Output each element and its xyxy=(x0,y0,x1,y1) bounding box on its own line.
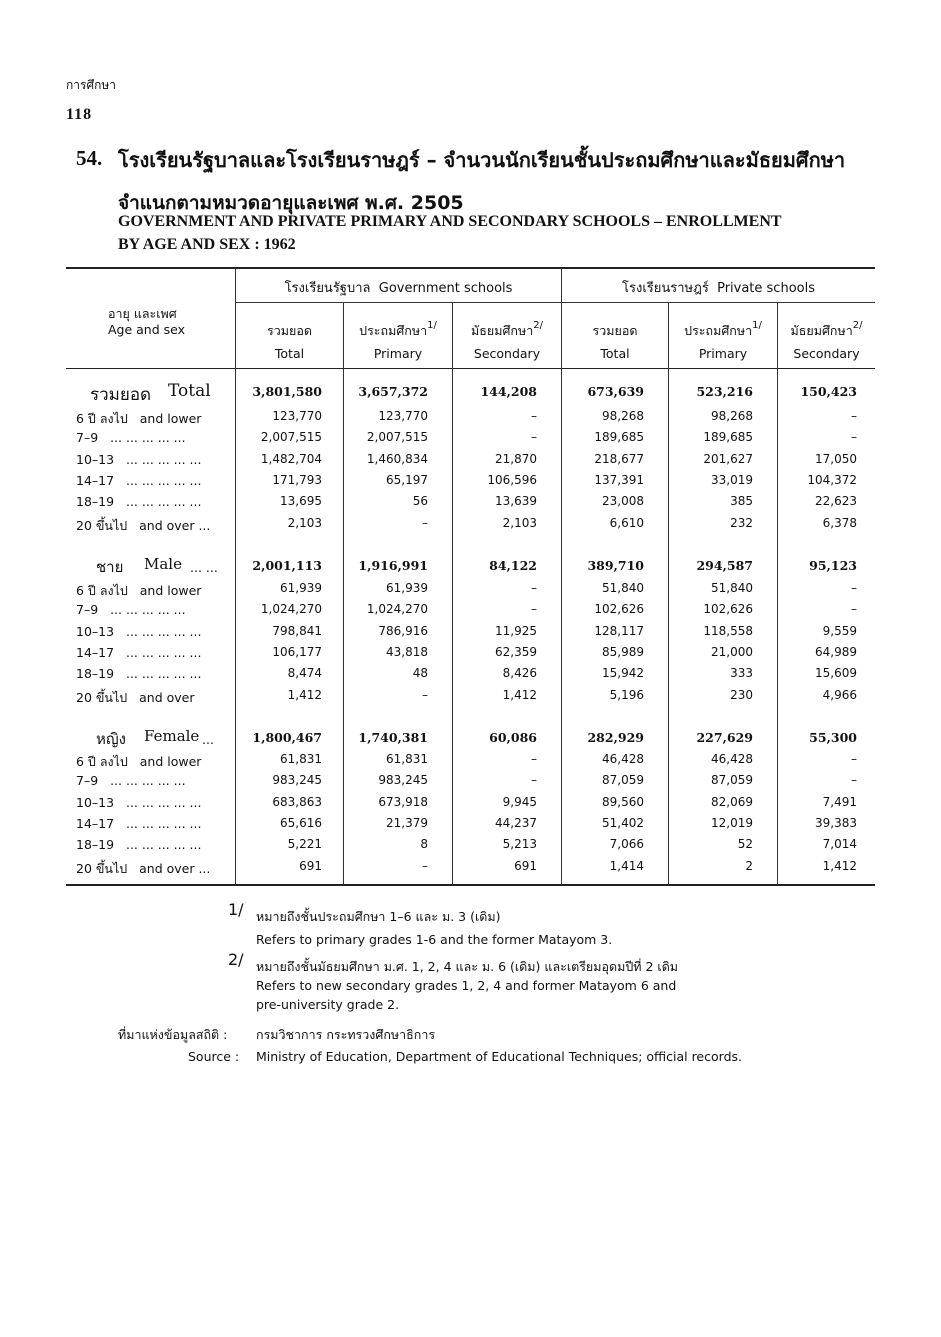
data-cell: 46,428 xyxy=(711,752,753,766)
data-cell: 21,379 xyxy=(386,816,428,830)
section-heading-dots: ... xyxy=(202,732,214,747)
column-header: รวมยอด Total xyxy=(592,323,638,361)
data-cell: – xyxy=(851,602,857,616)
title-english-line-1: GOVERNMENT AND PRIVATE PRIMARY AND SECONDARY SCHOOLS – ENROLLMENT xyxy=(118,213,782,230)
data-cell: – xyxy=(422,859,428,873)
data-cell: 6,378 xyxy=(822,516,857,530)
column-divider xyxy=(343,302,344,884)
row-label: 18–19 ... ... ... ... ... xyxy=(76,837,202,852)
data-cell: 2,007,515 xyxy=(366,430,428,444)
data-cell: – xyxy=(851,773,857,787)
data-cell: 102,626 xyxy=(594,602,644,616)
section-total-cell: 84,122 xyxy=(489,558,537,573)
data-cell: 62,359 xyxy=(495,645,537,659)
data-cell: 128,117 xyxy=(594,624,644,638)
data-cell: 9,945 xyxy=(502,795,537,809)
data-cell: 7,491 xyxy=(822,795,857,809)
data-cell: 104,372 xyxy=(807,473,857,487)
data-cell: 8 xyxy=(420,837,428,851)
data-cell: 39,383 xyxy=(815,816,857,830)
data-cell: 333 xyxy=(730,666,753,680)
data-cell: – xyxy=(531,602,537,616)
section-total-cell: 60,086 xyxy=(489,730,537,745)
data-cell: 7,014 xyxy=(822,837,857,851)
data-cell: 21,000 xyxy=(711,645,753,659)
data-cell: – xyxy=(531,430,537,444)
data-cell: 5,213 xyxy=(502,837,537,851)
data-cell: – xyxy=(851,409,857,423)
data-cell: 2 xyxy=(745,859,753,873)
section-total-cell: 282,929 xyxy=(587,730,644,745)
data-cell: 22,623 xyxy=(815,494,857,508)
row-label: 7–9 ... ... ... ... ... xyxy=(76,430,186,445)
row-label: 20 ขึ้นไป and over xyxy=(76,690,195,705)
data-cell: 1,024,270 xyxy=(260,602,322,616)
data-cell: 8,426 xyxy=(502,666,537,680)
stub-header-english: Age and sex xyxy=(108,322,186,337)
table-bottom-rule xyxy=(66,884,875,886)
footnote-2-english: Refers to new secondary grades 1, 2, 4 and former Matayom 6 and xyxy=(256,978,677,993)
row-label: 14–17 ... ... ... ... ... xyxy=(76,473,202,488)
data-cell: 7,066 xyxy=(609,837,644,851)
data-cell: 98,268 xyxy=(602,409,644,423)
row-label: 6 ปี ลงไป and lower xyxy=(76,411,202,426)
column-header: รวมยอด Total xyxy=(267,323,312,361)
data-cell: 15,609 xyxy=(815,666,857,680)
data-cell: 13,695 xyxy=(280,494,322,508)
row-label: 20 ขึ้นไป and over ... xyxy=(76,861,211,876)
section-heading-thai: หญิง xyxy=(96,730,126,748)
group-header-private: โรงเรียนราษฎร์ Private schools xyxy=(622,281,815,296)
data-cell: 1,414 xyxy=(609,859,644,873)
data-cell: 89,560 xyxy=(602,795,644,809)
section-total-cell: 3,801,580 xyxy=(252,384,322,399)
row-label: 14–17 ... ... ... ... ... xyxy=(76,816,202,831)
data-cell: 171,793 xyxy=(272,473,322,487)
group-header-government: โรงเรียนรัฐบาล Government schools xyxy=(284,281,513,296)
section-total-cell: 144,208 xyxy=(480,384,537,399)
data-cell: 44,237 xyxy=(495,816,537,830)
data-cell: 673,918 xyxy=(378,795,428,809)
data-cell: 683,863 xyxy=(272,795,322,809)
section-total-cell: 95,123 xyxy=(809,558,857,573)
section-total-cell: 389,710 xyxy=(587,558,644,573)
data-cell: 983,245 xyxy=(272,773,322,787)
data-cell: 61,831 xyxy=(386,752,428,766)
section-heading-dots: ... ... xyxy=(190,560,218,575)
data-cell: 98,268 xyxy=(711,409,753,423)
data-cell: 106,177 xyxy=(272,645,322,659)
title-thai-line-1: โรงเรียนรัฐบาลและโรงเรียนราษฎร์ – จำนวนนักเรียนชั้นประถมศึกษาและมัธยมศึกษา xyxy=(118,148,846,172)
data-cell: 1,412 xyxy=(822,859,857,873)
data-cell: 118,558 xyxy=(703,624,753,638)
data-cell: 123,770 xyxy=(378,409,428,423)
data-cell: 385 xyxy=(730,494,753,508)
data-cell: – xyxy=(851,581,857,595)
column-divider xyxy=(668,302,669,884)
data-cell: 85,989 xyxy=(602,645,644,659)
data-cell: 798,841 xyxy=(272,624,322,638)
column-header: มัธยมศึกษา$^{2/}$ Secondary xyxy=(471,320,543,361)
data-cell: 64,989 xyxy=(815,645,857,659)
data-cell: 87,059 xyxy=(602,773,644,787)
data-cell: 5,221 xyxy=(287,837,322,851)
row-label: 7–9 ... ... ... ... ... xyxy=(76,773,186,788)
title-thai-line-2: จำแนกตามหมวดอายุและเพศ พ.ศ. 2505 xyxy=(118,192,464,214)
row-label: 6 ปี ลงไป and lower xyxy=(76,583,202,598)
row-label: 18–19 ... ... ... ... ... xyxy=(76,666,202,681)
data-cell: 1,482,704 xyxy=(260,452,322,466)
table-top-rule xyxy=(66,267,875,269)
column-header: ประถมศึกษา$^{1/}$ Primary xyxy=(359,320,437,361)
data-cell: 9,559 xyxy=(822,624,857,638)
data-cell: – xyxy=(531,409,537,423)
row-label: 6 ปี ลงไป and lower xyxy=(76,754,202,769)
data-cell: 43,818 xyxy=(386,645,428,659)
data-cell: 51,840 xyxy=(602,581,644,595)
data-cell: – xyxy=(422,688,428,702)
group-header-rule xyxy=(236,302,875,303)
data-cell: 13,639 xyxy=(495,494,537,508)
section-heading-thai: รวมยอด xyxy=(90,385,152,405)
stub-header-thai: อายุ และเพศ xyxy=(108,306,177,321)
column-header: ประถมศึกษา$^{1/}$ Primary xyxy=(684,320,762,361)
data-cell: 2,103 xyxy=(287,516,322,530)
row-label: 20 ขึ้นไป and over ... xyxy=(76,518,211,533)
data-cell: 189,685 xyxy=(594,430,644,444)
data-cell: 51,402 xyxy=(602,816,644,830)
section-total-cell: 1,916,991 xyxy=(358,558,428,573)
data-cell: 65,616 xyxy=(280,816,322,830)
page-number: 118 xyxy=(66,106,93,123)
data-cell: 15,942 xyxy=(602,666,644,680)
row-label: 18–19 ... ... ... ... ... xyxy=(76,494,202,509)
data-cell: 1,412 xyxy=(502,688,537,702)
data-cell: 12,019 xyxy=(711,816,753,830)
data-cell: – xyxy=(531,752,537,766)
source-label: Source : xyxy=(188,1049,240,1064)
section-heading-thai: ชาย xyxy=(96,558,124,576)
data-cell: 4,966 xyxy=(822,688,857,702)
data-cell: 123,770 xyxy=(272,409,322,423)
section-total-cell: 55,300 xyxy=(809,730,857,745)
data-cell: 1,460,834 xyxy=(366,452,428,466)
data-cell: 11,925 xyxy=(495,624,537,638)
footnote-2-mark: 2/ xyxy=(228,950,244,969)
data-cell: 691 xyxy=(299,859,322,873)
section-total-cell: 227,629 xyxy=(696,730,753,745)
data-cell: 786,916 xyxy=(378,624,428,638)
data-cell: 106,596 xyxy=(487,473,537,487)
data-cell: 218,677 xyxy=(594,452,644,466)
running-head: การศึกษา xyxy=(66,78,116,92)
footnote-2-english-cont: pre-university grade 2. xyxy=(256,997,400,1012)
data-cell: 52 xyxy=(737,837,753,851)
data-cell: 61,939 xyxy=(386,581,428,595)
section-heading-english: Total xyxy=(168,381,211,401)
data-cell: 201,627 xyxy=(703,452,753,466)
footnote-2-thai: หมายถึงชั้นมัธยมศึกษา ม.ศ. 1, 2, 4 และ ม. 6 (เดิม) และเตรียมอุดมปีที่ 2 เดิม xyxy=(256,959,679,974)
section-total-cell: 3,657,372 xyxy=(358,384,428,399)
column-header-rule xyxy=(66,368,875,369)
table-number: 54. xyxy=(76,146,103,170)
column-header: มัธยมศึกษา$^{2/}$ Secondary xyxy=(790,320,863,361)
section-total-cell: 1,740,381 xyxy=(358,730,428,745)
data-cell: 691 xyxy=(514,859,537,873)
data-cell: 56 xyxy=(412,494,428,508)
data-cell: 8,474 xyxy=(287,666,322,680)
data-cell: 1,412 xyxy=(287,688,322,702)
source-text: Ministry of Education, Department of Educational Techniques; official records. xyxy=(256,1049,742,1064)
source-text-thai: กรมวิชาการ กระทรวงศึกษาธิการ xyxy=(256,1027,436,1042)
data-cell: 82,069 xyxy=(711,795,753,809)
data-cell: 5,196 xyxy=(609,688,644,702)
data-cell: 51,840 xyxy=(711,581,753,595)
row-label: 10–13 ... ... ... ... ... xyxy=(76,624,202,639)
title-english-line-2: BY AGE AND SEX : 1962 xyxy=(118,236,296,253)
data-cell: 6,610 xyxy=(609,516,644,530)
data-cell: 46,428 xyxy=(602,752,644,766)
row-label: 7–9 ... ... ... ... ... xyxy=(76,602,186,617)
data-cell: – xyxy=(422,516,428,530)
section-total-cell: 523,216 xyxy=(696,384,753,399)
data-cell: 102,626 xyxy=(703,602,753,616)
data-cell: 33,019 xyxy=(711,473,753,487)
section-total-cell: 150,423 xyxy=(800,384,857,399)
data-cell: – xyxy=(851,752,857,766)
data-cell: – xyxy=(851,430,857,444)
footnote-1-mark: 1/ xyxy=(228,900,244,919)
section-total-cell: 673,639 xyxy=(587,384,644,399)
section-total-cell: 2,001,113 xyxy=(252,558,322,573)
data-cell: 137,391 xyxy=(594,473,644,487)
data-cell: 2,007,515 xyxy=(260,430,322,444)
section-heading-english: Male xyxy=(144,555,182,573)
section-total-cell: 1,800,467 xyxy=(252,730,322,745)
section-heading-english: Female xyxy=(144,727,200,745)
row-label: 10–13 ... ... ... ... ... xyxy=(76,452,202,467)
column-divider xyxy=(452,302,453,884)
data-cell: 65,197 xyxy=(386,473,428,487)
row-label: 10–13 ... ... ... ... ... xyxy=(76,795,202,810)
data-cell: 232 xyxy=(730,516,753,530)
data-cell: 983,245 xyxy=(378,773,428,787)
data-cell: 61,831 xyxy=(280,752,322,766)
data-cell: 189,685 xyxy=(703,430,753,444)
data-cell: 1,024,270 xyxy=(366,602,428,616)
data-cell: 230 xyxy=(730,688,753,702)
data-cell: 48 xyxy=(412,666,428,680)
footnote-1-thai: หมายถึงชั้นประถมศึกษา 1–6 และ ม. 3 (เดิม) xyxy=(256,909,501,924)
data-cell: 2,103 xyxy=(502,516,537,530)
row-label: 14–17 ... ... ... ... ... xyxy=(76,645,202,660)
data-cell: 21,870 xyxy=(495,452,537,466)
footnote-1-english: Refers to primary grades 1-6 and the former Matayom 3. xyxy=(256,932,613,947)
data-cell: – xyxy=(531,581,537,595)
data-cell: 61,939 xyxy=(280,581,322,595)
data-cell: 87,059 xyxy=(711,773,753,787)
data-cell: 23,008 xyxy=(602,494,644,508)
source-label-thai: ที่มาแห่งข้อมูลสถิติ : xyxy=(118,1027,228,1042)
stub-header xyxy=(108,306,185,338)
section-total-cell: 294,587 xyxy=(696,558,753,573)
data-cell: – xyxy=(531,773,537,787)
column-divider xyxy=(777,302,778,884)
data-cell: 17,050 xyxy=(815,452,857,466)
